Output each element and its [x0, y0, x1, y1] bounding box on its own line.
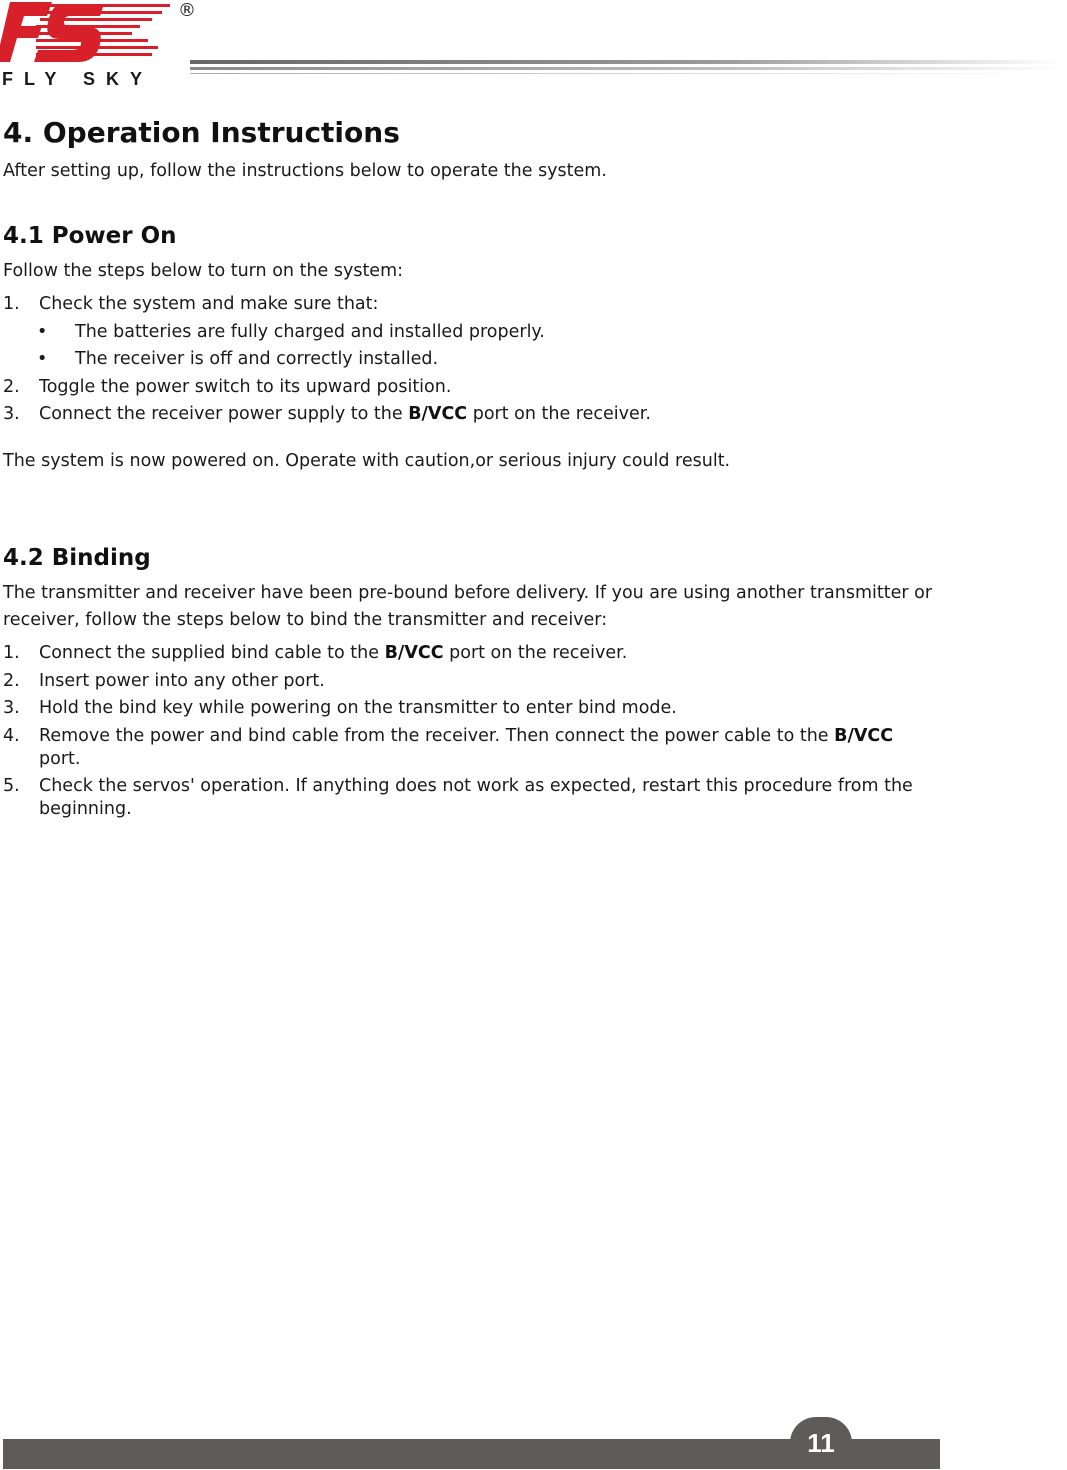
header-rule	[190, 60, 1060, 64]
power-on-step: 2. Toggle the power switch to its upward position.	[3, 377, 452, 397]
section-title: 4. Operation Instructions	[3, 116, 400, 149]
power-on-check-item: • The receiver is off and correctly installed.	[37, 349, 439, 369]
page-number: 11	[807, 1428, 835, 1458]
header-rule	[190, 73, 1060, 74]
page-header	[0, 0, 1067, 100]
binding-step: 4. Remove the power and bind cable from the receiver. Then connect the power cable to the B/VCC port.	[3, 726, 894, 769]
bullet-icon: •	[37, 322, 48, 342]
power-on-note: The system is now powered on. Operate with caution,or serious injury could result.	[3, 451, 731, 471]
binding-step: 2. Insert power into any other port.	[3, 671, 325, 691]
binding-step: 1. Connect the supplied bind cable to the B/VCC port on the receiver.	[3, 643, 628, 663]
binding-step: 3. Hold the bind key while powering on the transmitter to enter bind mode.	[3, 698, 677, 718]
header-rule	[190, 67, 1060, 70]
bullet-icon: •	[37, 349, 48, 369]
section-intro: After setting up, follow the instructions below to operate the system.	[3, 161, 607, 181]
binding-intro: The transmitter and receiver have been pre-bound before delivery. If you are using another transmitter or receiver, follow the steps below to bind the transmitter and receiver:	[3, 583, 933, 630]
power-on-step: 1. Check the system and make sure that:	[3, 294, 379, 314]
power-on-check-item: • The batteries are fully charged and installed properly.	[37, 322, 545, 342]
power-on-intro: Follow the steps below to turn on the system:	[3, 261, 404, 281]
binding-step: 5. Check the servos' operation. If anything does not work as expected, restart this procedure from the beginning.	[3, 776, 913, 819]
registered-trademark: ®	[178, 0, 196, 21]
brand-wordmark: FLY SKY	[2, 69, 154, 89]
power-on-title: 4.1 Power On	[3, 223, 177, 249]
binding-title: 4.2 Binding	[3, 545, 151, 571]
power-on-step: 3. Connect the receiver power supply to the B/VCC port on the receiver.	[3, 404, 651, 424]
